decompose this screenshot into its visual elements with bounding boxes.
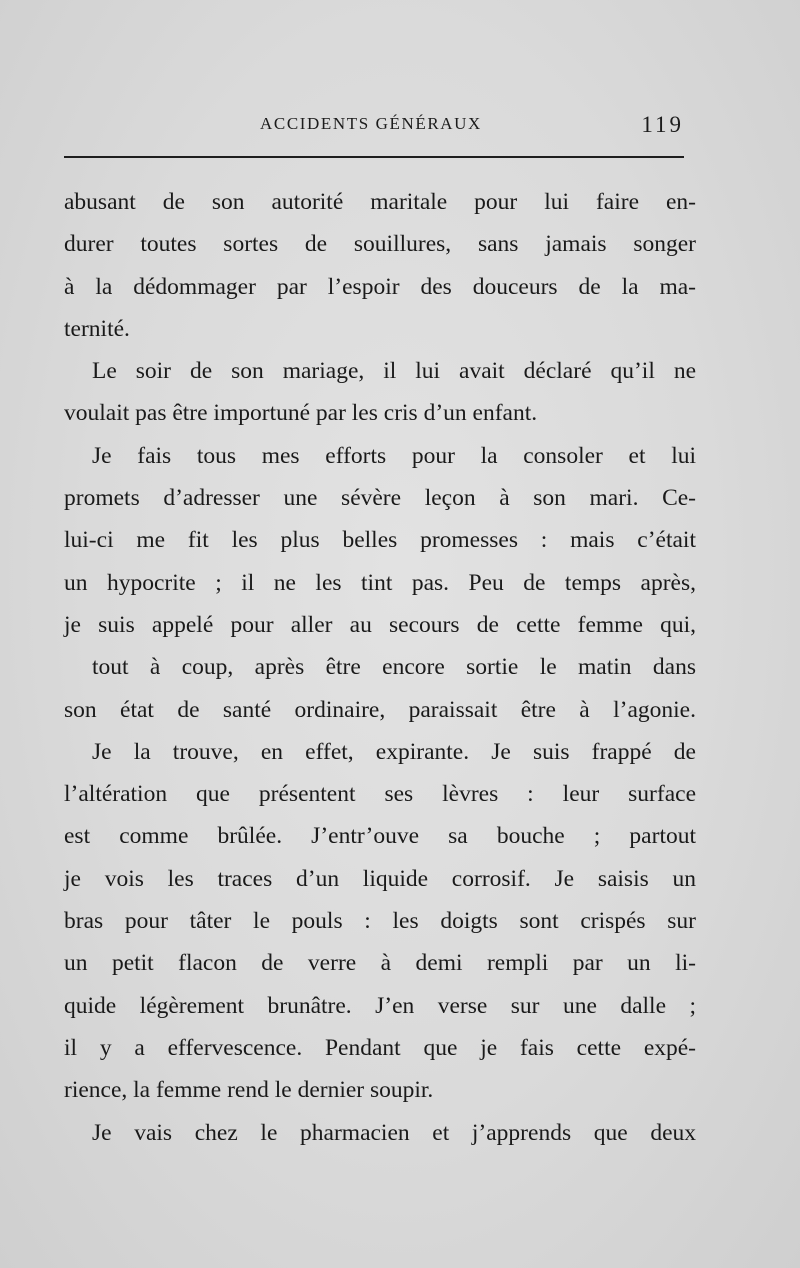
text-line: est comme brûlée. J’entr’ouve sa bouche ; partout — [64, 823, 696, 850]
text-line: l’altération que présentent ses lèvres : leur surface — [64, 781, 696, 808]
text-line: un hypocrite ; il ne les tint pas. Peu de temps après, — [64, 569, 696, 596]
text-line: abusant de son autorité maritale pour lui faire en- — [64, 189, 696, 215]
header-rule — [64, 156, 684, 158]
text-line: à la dédommager par l’espoir des douceurs de la ma- — [64, 273, 696, 300]
page-number: 119 — [641, 112, 684, 137]
text-line: ternité. — [64, 315, 130, 342]
text-line: rience, la femme rend le dernier soupir. — [64, 1077, 434, 1104]
text-line: voulait pas être importuné par les cris d’un enfant. — [64, 400, 538, 427]
text-line: tout à coup, après être encore sortie le matin dans — [92, 654, 696, 681]
text-line: durer toutes sortes de souillures, sans jamais songer — [64, 231, 696, 258]
text-line: je suis appelé pour aller au secours de cette femme qui, — [64, 611, 696, 638]
running-title: ACCIDENTS GÉNÉRAUX — [260, 114, 482, 133]
text-line: il y a effervescence. Pendant que je fais cette expé- — [64, 1034, 696, 1061]
text-line: Je la trouve, en effet, expirante. Je suis frappé de — [92, 738, 696, 765]
text-line: Je fais tous mes efforts pour la consoler et lui — [92, 442, 696, 469]
text-line: je vois les traces d’un liquide corrosif. Je saisis un — [64, 865, 696, 892]
body-text — [64, 181, 696, 1154]
text-line: quide légèrement brunâtre. J’en verse sur une dalle ; — [64, 992, 696, 1019]
text-line: bras pour tâter le pouls : les doigts sont crispés sur — [64, 908, 696, 935]
text-line: son état de santé ordinaire, paraissait être à l’agonie. — [64, 696, 696, 723]
text-line: Le soir de son mariage, il lui avait déclaré qu’il ne — [92, 358, 696, 385]
text-line: un petit flacon de verre à demi rempli par un li- — [64, 950, 696, 977]
text-line: lui-ci me fit les plus belles promesses : mais c’était — [64, 527, 696, 554]
text-line: Je vais chez le pharmacien et j’apprends que deux — [92, 1119, 696, 1146]
running-head — [64, 112, 684, 142]
text-line: promets d’adresser une sévère leçon à son mari. Ce- — [64, 485, 696, 512]
